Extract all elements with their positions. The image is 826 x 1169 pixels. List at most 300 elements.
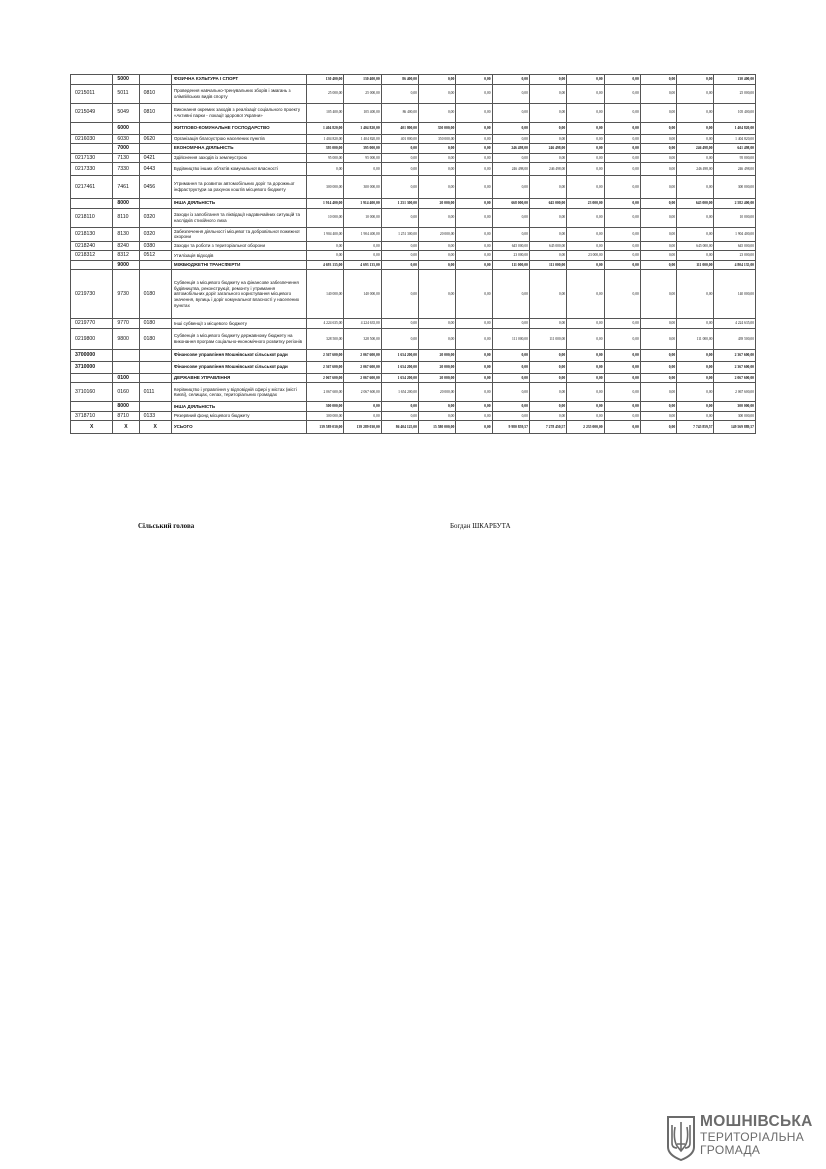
row-description: ЖИТЛОВО-КОМУНАЛЬНЕ ГОСПОДАРСТВО bbox=[171, 122, 306, 134]
row-amount: 0,00 bbox=[456, 122, 492, 134]
row-amount: 0,00 bbox=[418, 176, 455, 199]
row-amount: 0,00 bbox=[604, 144, 640, 154]
row-kpk-code: 8000 bbox=[113, 402, 139, 412]
row-amount: 0,00 bbox=[677, 251, 714, 261]
row-amount: 2 067 600,00 bbox=[714, 383, 756, 402]
row-amount: 0,00 bbox=[640, 402, 676, 412]
row-amount: 0,00 bbox=[567, 411, 604, 421]
row-amount: 0,00 bbox=[381, 144, 418, 154]
row-amount: 0,00 bbox=[456, 270, 492, 319]
table-row bbox=[71, 319, 756, 329]
row-amount: 0,00 bbox=[529, 402, 566, 412]
row-amount: 1 654 200,00 bbox=[381, 361, 418, 373]
row-kfkv-code: 0180 bbox=[139, 270, 171, 319]
table-row bbox=[71, 122, 756, 134]
row-amount: 140 000,00 bbox=[344, 270, 381, 319]
row-amount: 246 498,00 bbox=[529, 163, 566, 176]
row-amount: 0,00 bbox=[381, 84, 418, 103]
row-kpk-code: 5011 bbox=[113, 84, 139, 103]
row-kfkv-code: 0180 bbox=[139, 319, 171, 329]
row-amount: 0,00 bbox=[492, 373, 529, 383]
row-amount: 0,00 bbox=[492, 134, 529, 144]
table-row bbox=[71, 199, 756, 209]
row-amount: 2 235 000,00 bbox=[567, 421, 604, 434]
row-amount: 0,00 bbox=[381, 260, 418, 270]
row-amount: 1 904 400,00 bbox=[344, 227, 381, 241]
row-amount: 0,00 bbox=[529, 103, 566, 122]
row-amount: 0,00 bbox=[492, 75, 529, 85]
row-amount: 2 367 600,00 bbox=[714, 349, 756, 361]
row-amount: 95 000,00 bbox=[344, 153, 381, 163]
row-kfkv-code: 0320 bbox=[139, 227, 171, 241]
row-amount: 0,00 bbox=[640, 241, 676, 251]
row-amount: 0,00 bbox=[529, 251, 566, 261]
row-kpk-code: 7461 bbox=[113, 176, 139, 199]
row-amount: 0,00 bbox=[640, 163, 676, 176]
row-amount: 668 000,00 bbox=[492, 199, 529, 209]
row-kpk-code: X bbox=[113, 421, 139, 434]
row-amount: 328 500,00 bbox=[307, 328, 344, 349]
row-kpkvk-code: 0218110 bbox=[71, 208, 113, 227]
row-amount: 86 400,00 bbox=[381, 103, 418, 122]
row-amount: 645 000,00 bbox=[714, 241, 756, 251]
row-kpkvk-code: 3710160 bbox=[71, 383, 113, 402]
table-row bbox=[71, 411, 756, 421]
row-amount: 111 000,00 bbox=[677, 260, 714, 270]
row-kfkv-code: 0456 bbox=[139, 176, 171, 199]
row-kpkvk-code: 0217130 bbox=[71, 153, 113, 163]
row-amount: 1 404 820,00 bbox=[714, 134, 756, 144]
row-amount: 2 067 600,00 bbox=[714, 373, 756, 383]
row-amount: 645 000,00 bbox=[677, 199, 714, 209]
table-row bbox=[71, 134, 756, 144]
row-amount: 20 000,00 bbox=[418, 361, 455, 373]
row-amount: 0,00 bbox=[604, 402, 640, 412]
row-amount: 0,00 bbox=[640, 411, 676, 421]
trident-emblem-icon bbox=[666, 1115, 696, 1161]
row-amount: 86 404 125,00 bbox=[381, 421, 418, 434]
row-amount: 0,00 bbox=[677, 411, 714, 421]
table-row bbox=[71, 153, 756, 163]
row-amount: 350 000,00 bbox=[418, 122, 455, 134]
row-amount: 0,00 bbox=[381, 328, 418, 349]
row-description: Утилізація відходів bbox=[171, 251, 306, 261]
row-amount: 0,00 bbox=[492, 411, 529, 421]
row-amount: 401 800,00 bbox=[381, 134, 418, 144]
row-amount: 0,00 bbox=[492, 319, 529, 329]
row-amount: 0,00 bbox=[567, 227, 604, 241]
row-amount: 0,00 bbox=[456, 134, 492, 144]
row-amount: 0,00 bbox=[604, 199, 640, 209]
row-amount: 0,00 bbox=[640, 134, 676, 144]
row-amount: 130 400,00 bbox=[344, 75, 381, 85]
row-amount: 0,00 bbox=[529, 227, 566, 241]
row-amount: 1 404 820,00 bbox=[307, 122, 344, 134]
row-kfkv-code: 0810 bbox=[139, 84, 171, 103]
row-amount: 0,00 bbox=[456, 361, 492, 373]
row-amount: 4 804 135,00 bbox=[714, 260, 756, 270]
row-amount: 0,00 bbox=[492, 383, 529, 402]
row-amount: 0,00 bbox=[640, 270, 676, 319]
row-amount: 0,00 bbox=[604, 153, 640, 163]
table-row bbox=[71, 84, 756, 103]
table-row bbox=[71, 75, 756, 85]
row-amount: 0,00 bbox=[381, 402, 418, 412]
row-amount: 0,00 bbox=[677, 75, 714, 85]
row-amount: 645 000,00 bbox=[529, 241, 566, 251]
row-amount: 0,00 bbox=[567, 103, 604, 122]
row-amount: 0,00 bbox=[307, 163, 344, 176]
row-amount: 246 498,00 bbox=[677, 144, 714, 154]
row-amount: 15 580 000,00 bbox=[418, 421, 455, 434]
row-kfkv-code bbox=[139, 199, 171, 209]
row-amount: 1 404 820,00 bbox=[344, 122, 381, 134]
row-kpkvk-code: 0219730 bbox=[71, 270, 113, 319]
row-amount: 0,00 bbox=[456, 421, 492, 434]
row-amount: 0,00 bbox=[344, 241, 381, 251]
row-amount: 0,00 bbox=[677, 319, 714, 329]
row-amount: 0,00 bbox=[604, 260, 640, 270]
logo-line-3: ГРОМАДА bbox=[700, 1142, 761, 1157]
row-amount: 4 224 635,00 bbox=[344, 319, 381, 329]
row-amount: 1 404 820,00 bbox=[344, 134, 381, 144]
row-amount: 0,00 bbox=[567, 373, 604, 383]
row-amount: 0,00 bbox=[418, 260, 455, 270]
row-amount: 0,00 bbox=[640, 144, 676, 154]
row-kfkv-code bbox=[139, 349, 171, 361]
row-kpkvk-code: 0218130 bbox=[71, 227, 113, 241]
row-kfkv-code bbox=[139, 373, 171, 383]
row-amount: 0,00 bbox=[567, 84, 604, 103]
logo-line-2: ТЕРИТОРІАЛЬНА bbox=[700, 1129, 805, 1144]
row-kpk-code: 8312 bbox=[113, 251, 139, 261]
row-kfkv-code bbox=[139, 260, 171, 270]
row-kpkvk-code bbox=[71, 199, 113, 209]
row-amount: 111 000,00 bbox=[492, 260, 529, 270]
row-amount: 0,00 bbox=[640, 103, 676, 122]
row-amount: 23 000,00 bbox=[567, 199, 604, 209]
row-description: Забезпечення діяльності місцевої та добровільної пожежної охорони bbox=[171, 227, 306, 241]
row-kpk-code: 7330 bbox=[113, 163, 139, 176]
row-amount: 1 654 200,00 bbox=[381, 349, 418, 361]
row-amount: 0,00 bbox=[529, 373, 566, 383]
row-kpkvk-code bbox=[71, 144, 113, 154]
row-amount: 0,00 bbox=[567, 349, 604, 361]
row-amount: 0,00 bbox=[418, 163, 455, 176]
row-amount: 0,00 bbox=[418, 144, 455, 154]
table-row bbox=[71, 260, 756, 270]
row-amount: 0,00 bbox=[567, 163, 604, 176]
row-description: Керівництво і управління у відповідній сфері у містах (місті Києві), селищах, селах, територіальних громадах bbox=[171, 383, 306, 402]
row-amount: 0,00 bbox=[567, 241, 604, 251]
row-kpkvk-code: 3710000 bbox=[71, 361, 113, 373]
community-logo-text bbox=[700, 1114, 813, 1156]
row-amount: 246 498,00 bbox=[714, 163, 756, 176]
row-amount: 0,00 bbox=[640, 208, 676, 227]
row-amount: 1 904 400,00 bbox=[307, 227, 344, 241]
row-amount: 645 000,00 bbox=[677, 241, 714, 251]
row-amount: 300 000,00 bbox=[344, 176, 381, 199]
row-kpkvk-code: 0219800 bbox=[71, 328, 113, 349]
row-description: УСЬОГО bbox=[171, 421, 306, 434]
row-amount: 0,00 bbox=[677, 153, 714, 163]
row-kpkvk-code: 0216030 bbox=[71, 134, 113, 144]
row-amount: 130 400,00 bbox=[307, 75, 344, 85]
row-amount: 0,00 bbox=[677, 383, 714, 402]
row-amount: 0,00 bbox=[381, 153, 418, 163]
row-amount: 2 067 600,00 bbox=[344, 349, 381, 361]
row-amount: 0,00 bbox=[381, 411, 418, 421]
row-amount: 0,00 bbox=[567, 319, 604, 329]
row-amount: 105 400,00 bbox=[344, 103, 381, 122]
row-amount: 7 745 859,57 bbox=[677, 421, 714, 434]
row-kpk-code: 8240 bbox=[113, 241, 139, 251]
row-amount: 20 000,00 bbox=[418, 373, 455, 383]
table-total-row bbox=[71, 421, 756, 434]
row-amount: 20 000,00 bbox=[418, 383, 455, 402]
table-row bbox=[71, 270, 756, 319]
row-kfkv-code bbox=[139, 144, 171, 154]
table-row bbox=[71, 163, 756, 176]
row-amount: 0,00 bbox=[381, 251, 418, 261]
row-amount: 0,00 bbox=[640, 319, 676, 329]
row-amount: 0,00 bbox=[456, 75, 492, 85]
row-amount: 0,00 bbox=[456, 163, 492, 176]
row-amount: 0,00 bbox=[418, 241, 455, 251]
row-amount: 300 000,00 bbox=[714, 402, 756, 412]
row-amount: 0,00 bbox=[567, 153, 604, 163]
row-amount: 2 067 600,00 bbox=[307, 383, 344, 402]
row-amount: 645 000,00 bbox=[529, 199, 566, 209]
row-kfkv-code bbox=[139, 402, 171, 412]
row-amount: 25 000,00 bbox=[307, 84, 344, 103]
row-amount: 139 289 030,00 bbox=[344, 421, 381, 434]
row-amount: 0,00 bbox=[677, 361, 714, 373]
community-logo bbox=[666, 1114, 811, 1162]
row-amount: 0,00 bbox=[640, 153, 676, 163]
logo-line-1: МОШНІВСЬКА bbox=[700, 1113, 813, 1130]
row-amount: 0,00 bbox=[492, 227, 529, 241]
row-kpk-code: 0160 bbox=[113, 383, 139, 402]
row-amount: 139 589 030,00 bbox=[307, 421, 344, 434]
row-description: Організація благоустрою населених пунктів bbox=[171, 134, 306, 144]
table-row bbox=[71, 208, 756, 227]
row-amount: 1 404 820,00 bbox=[307, 134, 344, 144]
row-amount: 0,00 bbox=[456, 144, 492, 154]
row-kpk-code bbox=[113, 361, 139, 373]
row-amount: 0,00 bbox=[640, 84, 676, 103]
row-amount: 300 000,00 bbox=[307, 411, 344, 421]
row-amount: 23 000,00 bbox=[714, 251, 756, 261]
row-amount: 0,00 bbox=[418, 153, 455, 163]
row-amount: 0,00 bbox=[567, 144, 604, 154]
row-amount: 111 000,00 bbox=[529, 260, 566, 270]
row-kpkvk-code bbox=[71, 260, 113, 270]
row-amount: 641 498,00 bbox=[714, 144, 756, 154]
row-amount: 149 569 889,57 bbox=[714, 421, 756, 434]
table-row bbox=[71, 103, 756, 122]
row-amount: 0,00 bbox=[456, 260, 492, 270]
row-amount: 395 000,00 bbox=[344, 144, 381, 154]
row-amount: 0,00 bbox=[381, 319, 418, 329]
row-amount: 0,00 bbox=[640, 373, 676, 383]
row-amount: 395 000,00 bbox=[307, 144, 344, 154]
row-amount: 0,00 bbox=[492, 153, 529, 163]
row-amount: 0,00 bbox=[418, 103, 455, 122]
row-amount: 246 498,00 bbox=[492, 163, 529, 176]
row-amount: 0,00 bbox=[604, 319, 640, 329]
row-amount: 0,00 bbox=[604, 383, 640, 402]
row-description: Виконання окремих заходів з реалізації соціального проекту «Активні парки - локації здорової України» bbox=[171, 103, 306, 122]
row-amount: 0,00 bbox=[492, 176, 529, 199]
row-kpk-code: 9800 bbox=[113, 328, 139, 349]
row-amount: 9 980 859,57 bbox=[492, 421, 529, 434]
row-amount: 328 500,00 bbox=[344, 328, 381, 349]
row-amount: 1 251 300,00 bbox=[381, 227, 418, 241]
row-amount: 0,00 bbox=[640, 122, 676, 134]
row-amount: 0,00 bbox=[529, 176, 566, 199]
row-amount: 0,00 bbox=[604, 241, 640, 251]
row-amount: 0,00 bbox=[640, 260, 676, 270]
row-amount: 0,00 bbox=[456, 176, 492, 199]
signature-position: Сільський голова bbox=[138, 522, 195, 530]
row-amount: 0,00 bbox=[456, 251, 492, 261]
row-amount: 0,00 bbox=[640, 349, 676, 361]
row-amount: 0,00 bbox=[604, 270, 640, 319]
row-kfkv-code: 0380 bbox=[139, 241, 171, 251]
row-kpk-code: 7000 bbox=[113, 144, 139, 154]
row-amount: 0,00 bbox=[567, 134, 604, 144]
row-amount: 0,00 bbox=[529, 84, 566, 103]
row-kpk-code: 7130 bbox=[113, 153, 139, 163]
row-amount: 0,00 bbox=[418, 208, 455, 227]
row-description: Фінансове управління Мошнівської сільської ради bbox=[171, 349, 306, 361]
row-amount: 2 367 600,00 bbox=[307, 349, 344, 361]
row-amount: 0,00 bbox=[604, 251, 640, 261]
row-kpk-code bbox=[113, 349, 139, 361]
row-amount: 0,00 bbox=[677, 122, 714, 134]
table-row bbox=[71, 402, 756, 412]
row-amount: 0,00 bbox=[640, 199, 676, 209]
row-description: ІНША ДІЯЛЬНІСТЬ bbox=[171, 402, 306, 412]
row-description: Субвенція з місцевого бюджету на фінансове забезпечення будівництва, реконструкції, ремонту і утримання автомобільних доріг загального користування місцевого значення, вулиць і доріг комунальної власності у населених пунктах bbox=[171, 270, 306, 319]
row-amount: 0,00 bbox=[604, 373, 640, 383]
row-kfkv-code: 0133 bbox=[139, 411, 171, 421]
row-amount: 2 367 600,00 bbox=[714, 361, 756, 373]
row-amount: 0,00 bbox=[567, 383, 604, 402]
row-amount: 1 914 400,00 bbox=[307, 199, 344, 209]
row-amount: 0,00 bbox=[567, 75, 604, 85]
row-kpk-code: 8130 bbox=[113, 227, 139, 241]
row-amount: 0,00 bbox=[604, 176, 640, 199]
row-amount: 2 582 400,00 bbox=[714, 199, 756, 209]
row-amount: 0,00 bbox=[567, 122, 604, 134]
row-amount: 0,00 bbox=[381, 270, 418, 319]
row-amount: 2 367 600,00 bbox=[307, 361, 344, 373]
row-amount: 0,00 bbox=[492, 84, 529, 103]
row-amount: 0,00 bbox=[567, 270, 604, 319]
row-kfkv-code: 0320 bbox=[139, 208, 171, 227]
row-amount: 2 067 600,00 bbox=[344, 361, 381, 373]
row-amount: 0,00 bbox=[677, 270, 714, 319]
row-kpk-code: 5000 bbox=[113, 75, 139, 85]
row-amount: 0,00 bbox=[604, 75, 640, 85]
row-amount: 2 067 600,00 bbox=[307, 373, 344, 383]
row-amount: 0,00 bbox=[418, 328, 455, 349]
row-amount: 0,00 bbox=[529, 134, 566, 144]
row-amount: 0,00 bbox=[640, 328, 676, 349]
row-kpkvk-code: X bbox=[71, 421, 113, 434]
table-row bbox=[71, 361, 756, 373]
row-amount: 0,00 bbox=[604, 421, 640, 434]
row-kfkv-code: 0620 bbox=[139, 134, 171, 144]
row-amount: 25 000,00 bbox=[344, 84, 381, 103]
row-amount: 0,00 bbox=[381, 208, 418, 227]
row-amount: 0,00 bbox=[492, 270, 529, 319]
row-amount: 95 000,00 bbox=[307, 153, 344, 163]
row-description: Заходи із запобігання та ліквідації надзвичайних ситуацій та наслідків стихійного лиха bbox=[171, 208, 306, 227]
row-amount: 0,00 bbox=[456, 349, 492, 361]
row-amount: 439 500,00 bbox=[714, 328, 756, 349]
row-description: МІЖБЮДЖЕТНІ ТРАНСФЕРТИ bbox=[171, 260, 306, 270]
row-amount: 0,00 bbox=[604, 163, 640, 176]
row-amount: 246 498,00 bbox=[677, 163, 714, 176]
row-amount: 10 000,00 bbox=[714, 208, 756, 227]
row-amount: 0,00 bbox=[567, 208, 604, 227]
row-kfkv-code: 0810 bbox=[139, 103, 171, 122]
row-kpkvk-code: 0215049 bbox=[71, 103, 113, 122]
row-amount: 1 914 400,00 bbox=[344, 199, 381, 209]
row-kpkvk-code bbox=[71, 122, 113, 134]
row-amount: 4 224 635,00 bbox=[307, 319, 344, 329]
row-kpk-code: 6000 bbox=[113, 122, 139, 134]
row-amount: 1 904 400,00 bbox=[714, 227, 756, 241]
row-description: ІНША ДІЯЛЬНІСТЬ bbox=[171, 199, 306, 209]
row-amount: 0,00 bbox=[529, 153, 566, 163]
row-kpk-code: 9730 bbox=[113, 270, 139, 319]
row-amount: 0,00 bbox=[456, 227, 492, 241]
row-amount: 0,00 bbox=[344, 163, 381, 176]
row-description: Фінансове управління Мошнівської сільської ради bbox=[171, 361, 306, 373]
row-description: Резервний фонд місцевого бюджету bbox=[171, 411, 306, 421]
row-kfkv-code bbox=[139, 122, 171, 134]
row-kpkvk-code: 0217461 bbox=[71, 176, 113, 199]
row-amount: 105 400,00 bbox=[714, 103, 756, 122]
row-amount: 350 000,00 bbox=[418, 134, 455, 144]
row-amount: 0,00 bbox=[567, 260, 604, 270]
row-amount: 0,00 bbox=[456, 411, 492, 421]
row-amount: 300 000,00 bbox=[307, 176, 344, 199]
row-amount: 0,00 bbox=[456, 383, 492, 402]
row-amount: 111 000,00 bbox=[529, 328, 566, 349]
row-amount: 0,00 bbox=[307, 251, 344, 261]
signature-name: Богдан ШКАРБУТА bbox=[450, 522, 511, 530]
row-amount: 0,00 bbox=[567, 402, 604, 412]
row-amount: 1 654 200,00 bbox=[381, 383, 418, 402]
row-amount: 10 000,00 bbox=[344, 208, 381, 227]
row-amount: 23 000,00 bbox=[567, 251, 604, 261]
row-description: Заходи та роботи з територіальної оборони bbox=[171, 241, 306, 251]
row-amount: 0,00 bbox=[456, 373, 492, 383]
row-amount: 140 000,00 bbox=[714, 270, 756, 319]
table-row bbox=[71, 241, 756, 251]
row-description: ЕКОНОМІЧНА ДІЯЛЬНІСТЬ bbox=[171, 144, 306, 154]
row-amount: 0,00 bbox=[381, 176, 418, 199]
row-amount: 0,00 bbox=[492, 122, 529, 134]
row-amount: 0,00 bbox=[677, 402, 714, 412]
row-amount: 0,00 bbox=[307, 241, 344, 251]
row-amount: 25 000,00 bbox=[714, 84, 756, 103]
